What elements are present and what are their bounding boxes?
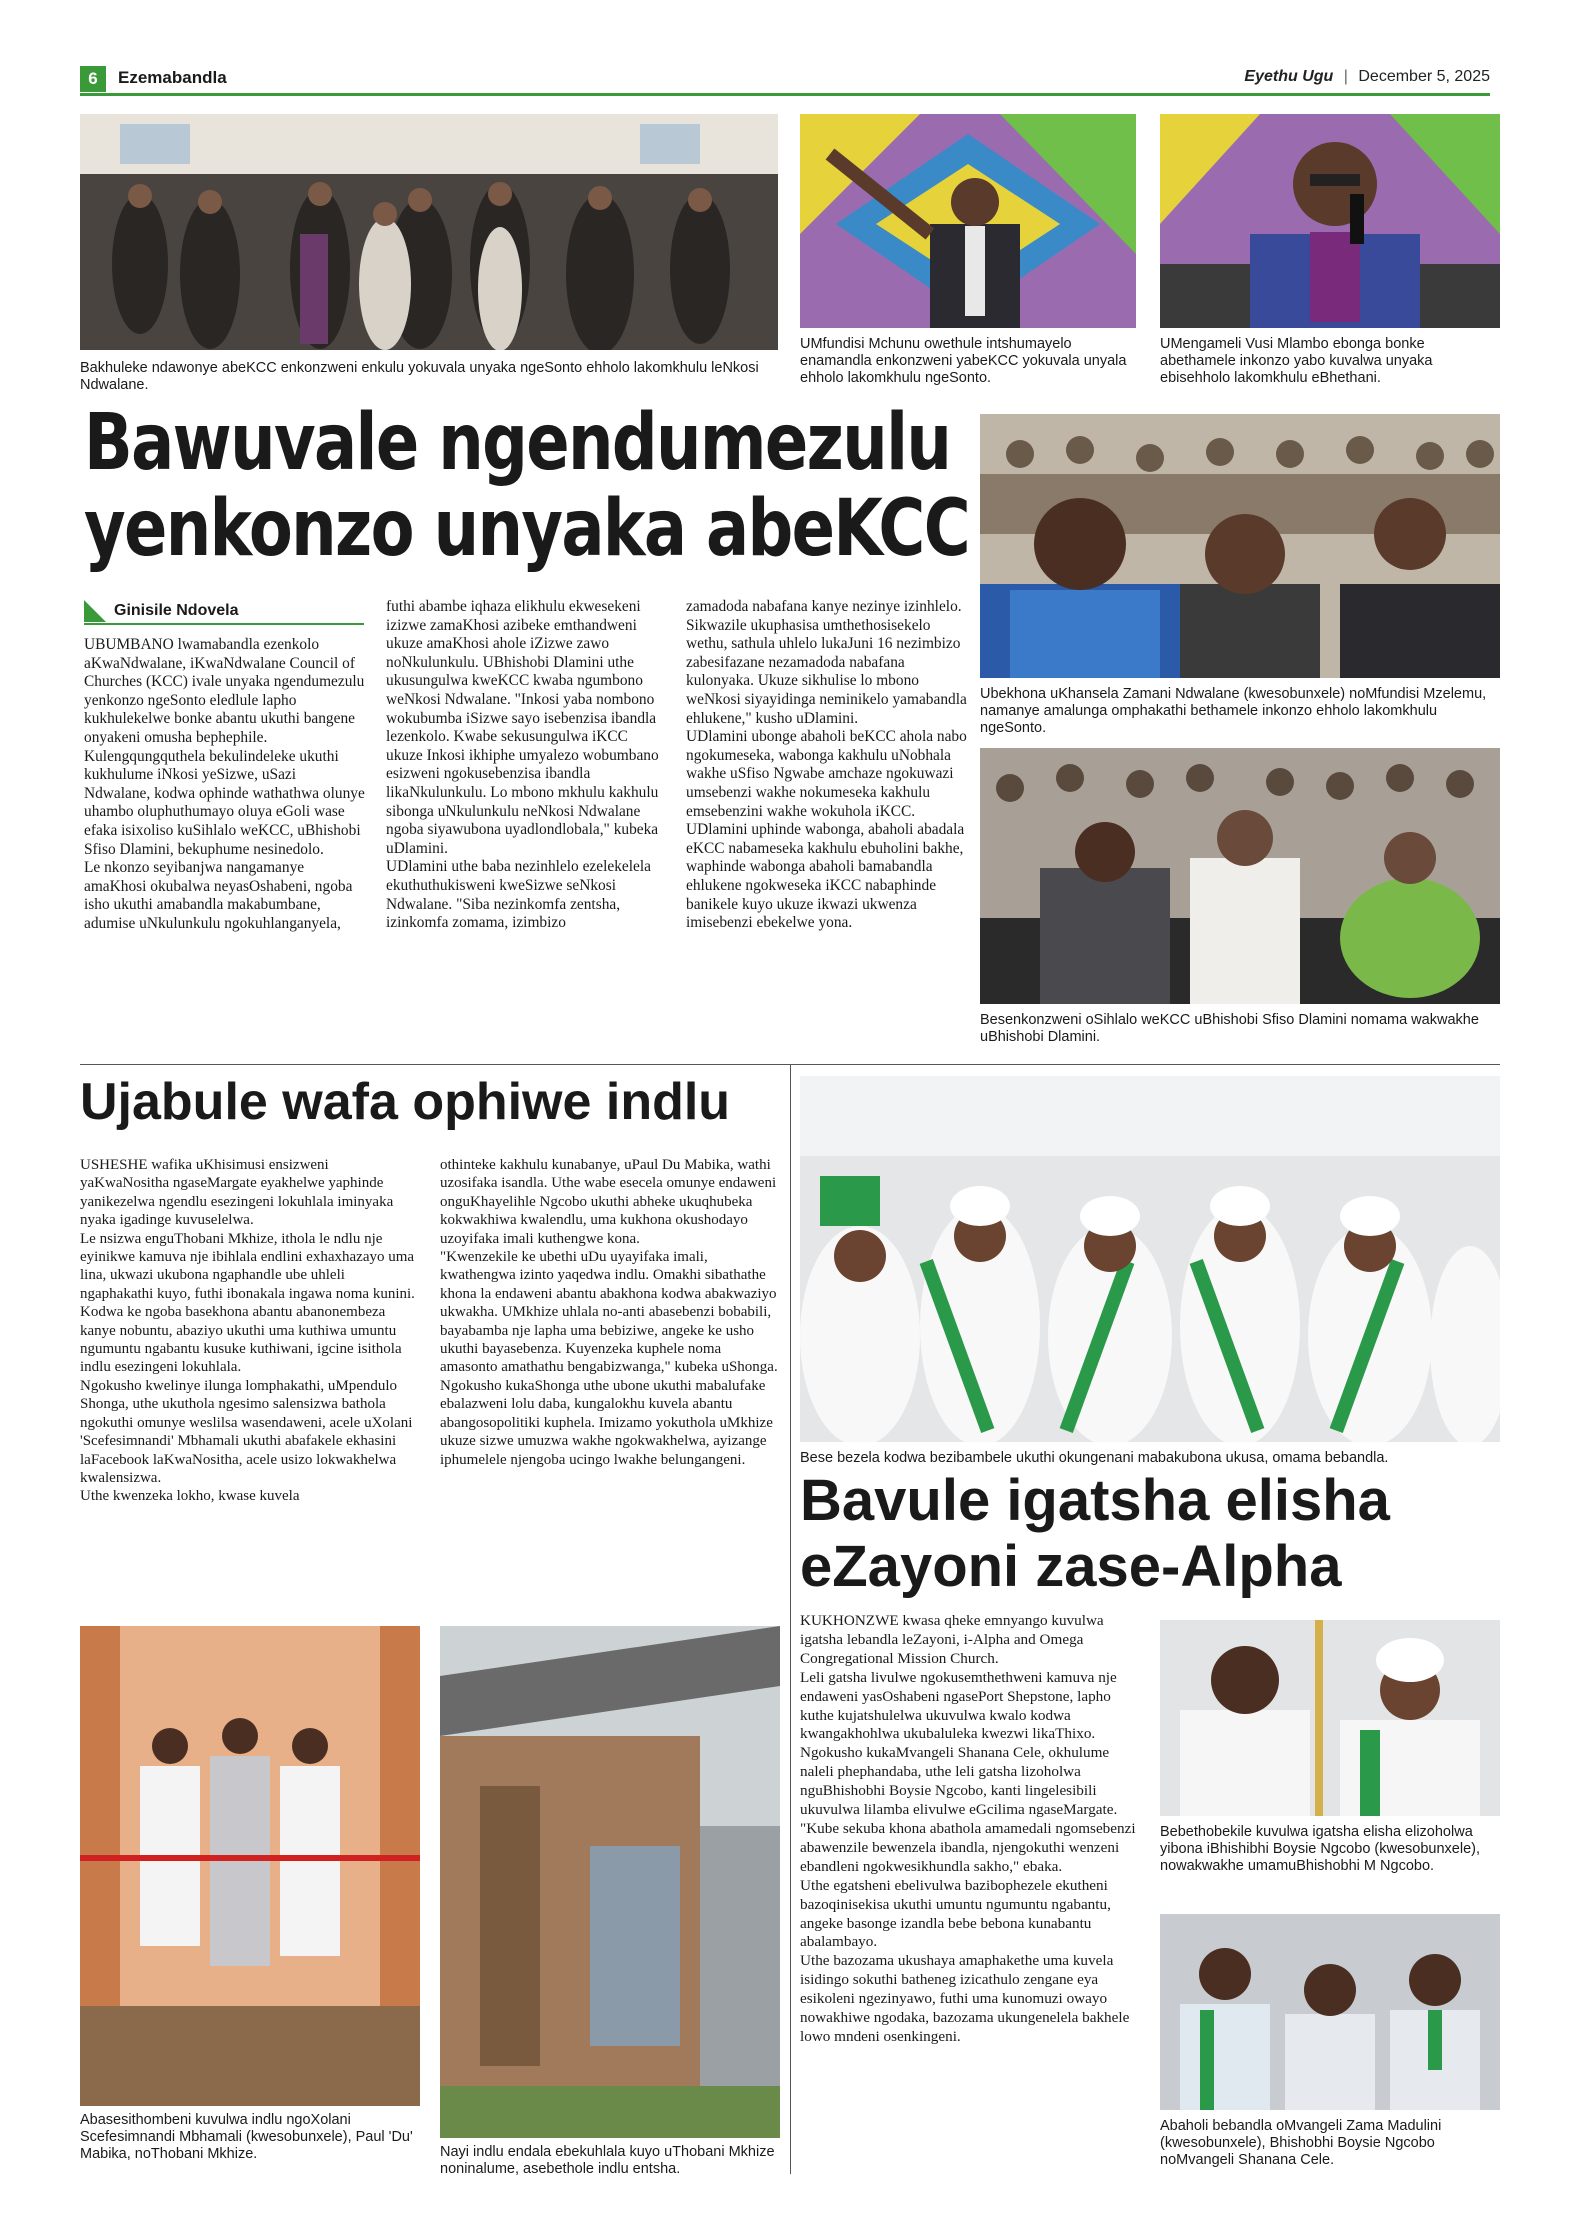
article-column: futhi abambe iqhaza elikhulu ekwesekeni izizwe zamaKhosi azibeke emthandweni ukuze amaKhosi ahole iZizwe zawo noNkulunkulu. UBhishobi Dlamini uthe ukusungulwa kweKCC kwaba ngumbono weNkosi Ndwalane. "Inkosi yaba nombono wokubumba iSizwe sayo isebenzisa ibandla lezenkolo. Kwabe sekusungulwa iKCC ukuze Inkosi ikhiphe umyalezo wobumbano esizweni ngokusebenzisa ibandla likaNkulunkulu. Lo mbono mkhulu kakhulu sibonga uNkulunkulu neNkosi Ndwalane ngoba siyawubona uyadlondlobala," kubeka uDlamini. UDlamini uthe baba nezinhlelo ezelekelela ekuthuthukisweni kweSizwe seNkosi Ndwalane. "Siba nezinkomfa zentsha, izinkomfa zomama, izimbizo	[386, 598, 659, 932]
page-header	[80, 66, 1490, 94]
photo-old-house	[440, 1626, 780, 2138]
women-congregation-image	[800, 1076, 1500, 1442]
photo-house-opening	[80, 1626, 420, 2106]
photo-caption: UMfundisi Mchunu owethule intshumayelo enamandla enkonzweni yabeKCC yokuvala unyala ehholo lakomkhulu ngeSonto.	[800, 336, 1127, 386]
house-opening-image	[80, 1626, 420, 2106]
issue-date: December 5, 2025	[1358, 68, 1490, 85]
masthead-info	[1244, 68, 1490, 86]
article-headline	[84, 398, 984, 576]
article-column: othinteke kakhulu kunabanye, uPaul Du Mabika, wathi uzosifaka isandla. Uthe wabe esecela omunye endaweni onguKhayelihle Ngcobo ukuthi abheke ukuqhubeka kokwakhiwa kwalendlu, uma kukhona okushodayo uzoyifaka imali kuthengwe kona. "Kwenzekile ke ubethi uDu uyayifaka imali, kwathengwa izinto yaqedwa indlu. Omakhi sibathathe khona la endaweni abantu abakhona kodwa abakwaziyo ukwakha. UMkhize uhlala no-anti abasebenzi bobabili, bayabamba nje lapha uma bebiziwe, angeke ke usho ukuthi bayasebenza. Kuyenzeka kuphele noma amasonto amathathu bengabizwanga," kubeka uShonga. Ngokusho kukaShonga uthe ubone ukuthi mabalufake ebalazweni lolu daba, kungalokhu kuvela abantu abangosopolitiki kuphela. Imizamo yokuthola uMkhize ukuze sizwe umuzwa wakhe ngokwakhelwa, ayizange iphumelele njengoba ucingo lwakhe belungangeni.	[440, 1157, 778, 1468]
photo-caption: Ubekhona uKhansela Zamani Ndwalane (kwesobunxele) noMfundisi Mzelemu, namanye amalunga omphakathi bethamele inkonzo ehholo lakomkhulu ngeSonto.	[980, 686, 1487, 736]
article-column: zamadoda nabafana kanye nezinye izinhlelo. Sikwazile ukuphasisa umthethosisekelo wethu, sathula uhlelo lukaJuni 16 nezimbizo zabesifazane nezamadoda nabafana kulonyaka. Ukuze sikhulise lo mbono weNkosi siyayidinga neminikelo yamabandla ehlukene," kusho uDlamini. UDlamini ubonge abaholi beKCC ahola nabo ngokumeseka, wabonga kakhulu uNobhala wakhe uSfiso Ngwabe amchaze ngokuwazi umsebenzi wakhe nokumeseka kakhulu emsebenzini wakhe wokuhola iKCC. UDlamini uphinde wabonga, abaholi abadala eKCC nabameseka kakhulu ebuholini bakhe, waphinde wabonga abaholi bamabandla ehlukene ngokweseka iKCC nabaphinde banikele kuyo ukuze ikwazi ukwenza imisebenzi ebekelwe yona.	[686, 598, 967, 932]
photo-caption: Bese bezela kodwa bezibambele ukuthi okungenani mabakubona ukusa, omama bebandla.	[800, 1450, 1389, 1466]
photo-caption: Bakhuleke ndawonye abeKCC enkonzweni enkulu yokuvala unyaka ngeSonto ehholo lakomkhulu leNkosi Ndwalane.	[80, 360, 759, 393]
old-house-image	[440, 1626, 780, 2138]
chairperson-image	[980, 748, 1500, 1004]
photo-president	[1160, 114, 1500, 328]
article-column: UBUMBANO lwamabandla ezenkolo aKwaNdwalane, iKwaNdwalane Council of Churches (KCC) ivale unyaka ngendumezulu yenkonzo ngeSonto eledlule lapho kukhulekelwe bonke abantu ukuthi bangene onyakeni omusha bephephile. Kulengqungquthela bekulindeleke ukuthi kukhulume iNkosi yeSizwe, uSazi Ndwalane, kodwa ophinde wathathwa olunye uhambo oluphuthumayo oluya eGoli wase efaka isixoliso kuSihlalo weKCC, uBhishobi Sfiso Dlamini, bekuphume nesinedolo. Le nkonzo seyibanjwa nangamanye amaKhosi okubalwa neyasOshabeni, ngoba isho ukuthi amabandla makabumbane, adumise uNkulunkulu ngokuhlanganyela,	[84, 636, 365, 932]
header-rule	[80, 93, 1490, 96]
byline	[84, 600, 364, 624]
photo-women-congregation	[800, 1076, 1500, 1442]
headline-line: Bavule igatsha elisha	[800, 1468, 1390, 1533]
photo-caption: Besenkonzweni oSihlalo weKCC uBhishobi Sfiso Dlamini nomama wakwakhe uBhishobi Dlamini.	[980, 1012, 1479, 1045]
article-column: KUKHONZWE kwasa qheke emnyango kuvulwa igatsha lebandla leZayoni, i-Alpha and Omega Congregational Mission Church. Leli gatsha livulwe ngokusemthethweni kamuva nje endaweni yasOshabeni ngasePort Shepstone, lapho kuthe kujatshulelwa ukuvulwa kwalo kodwa kwangakhohlwa ukubaluleka kwezwi likaThixo. Ngokusho kukaMvangeli Shanana Cele, okhulume naleli phephandaba, uthe leli gatsha lizoholwa nguBhishobhi Boysie Ngcobo, kanti lingelesibili ukuvulwa lilamba elivulwe eGcilima ngaseMargate. "Kube sekuba khona abathola amamedali ngomsebenzi abawenzile bewenzela ibandla, njengokuthi wenzeni ebandleni ngokwesikhundla sakho," ebaka. Uthe egatsheni ebelivulwa bazibophezele ekutheni bazoqinisekisa ukuthi umuntu ngumuntu ngabantu, angeke basonge izandla bebe bebona kunabantu abalambayo. Uthe bazozama ukushaya amaphakethe uma kuvela isidingo sokuthi batheneg izicathulo zengane eya esikoleni ngezinyawo, futhi uma kunomuzi owayo nowakhiwe ngodaka, bazozama ukungenelela bakhele lowo mndeni osenkingeni.	[800, 1612, 1136, 2045]
byline-author: Ginisile Ndovela	[114, 602, 239, 619]
councillor-image	[980, 414, 1500, 678]
section-name: Ezemabandla	[118, 68, 227, 87]
article-headline	[800, 1468, 1500, 1604]
page-number: 6	[80, 66, 106, 92]
photo-councillor	[980, 414, 1500, 678]
congregation-image	[80, 114, 778, 350]
photo-preacher	[800, 114, 1136, 328]
photo-caption: Nayi indlu endala ebekuhlala kuyo uThobani Mkhize noninalume, asebethole indlu entsha.	[440, 2144, 775, 2177]
photo-congregation	[80, 114, 778, 350]
photo-caption: UMengameli Vusi Mlambo ebonga bonke abethamele inkonzo yabo kuvalwa unyaka ebisehholo lakomkhulu eBhethani.	[1160, 336, 1433, 386]
header-separator: |	[1343, 68, 1348, 85]
photo-caption: Bebethobekile kuvulwa igatsha elisha elizoholwa yibona iBhishibhi Boysie Ngcobo (kwesobunxele), nowakwakhe umamuBhishobhi M Ngcobo.	[1160, 1824, 1480, 1874]
byline-rule	[84, 623, 364, 625]
headline-line: Bawuvale ngendumezulu	[84, 398, 951, 488]
article-headline: Ujabule wafa ophiwe indlu	[80, 1073, 731, 1131]
photo-caption: Abasesithombeni kuvulwa indlu ngoXolani Scefesimnandi Mbhamali (kwesobunxele), Paul 'Du' Mabika, noThobani Mkhize.	[80, 2112, 413, 2162]
photo-bishop-couple	[1160, 1620, 1500, 1816]
photo-chairperson	[980, 748, 1500, 1004]
byline-marker	[84, 600, 106, 622]
headline-line: yenkonzo unyaka abeKCC	[84, 484, 970, 574]
bishop-couple-image	[1160, 1620, 1500, 1816]
column-divider	[790, 1064, 791, 2174]
photo-caption: Abaholi bebandla oMvangeli Zama Madulini (kwesobunxele), Bhishobhi Boysie Ngcobo noMvangeli Shanana Cele.	[1160, 2118, 1442, 2168]
publication-name: Eyethu Ugu	[1244, 68, 1334, 85]
preacher-image	[800, 114, 1136, 328]
church-leaders-image	[1160, 1914, 1500, 2110]
headline-line: eZayoni zase-Alpha	[800, 1534, 1342, 1599]
president-image	[1160, 114, 1500, 328]
article-column: USHESHE wafika uKhisimusi ensizweni yaKwaNositha ngaseMargate eyakhelwe yaphinde yanikezelwa ngendlu esezingeni lokuhlala iminyaka nyaka igadinge kuvuselelwa. Le nsizwa enguThobani Mkhize, ithola le ndlu nje eyinikwe kamuva nje ibihlala endlini exhaxhazayo uma lina, ukwazi ukubona ngaphandle ube uhleli ngaphakathi kuyo, futhi ibonakala ingawa noma kunini. Kodwa ke ngoba basekhona abantu abanonembeza kanye nobuntu, abaziyo ukuthi uma kuthiwa umuntu ngumuntu ngabantu kusuke kuthiwani, igcine isithola indlu esezingeni lokuhlala. Ngokusho kwelinye ilunga lomphakathi, uMpendulo Shonga, uthe ukuthola ngesimo salensizwa bathola ngokuthi omunye weslilsa wasendaweni, acele uXolani 'Scefesimnandi' Mbhamali ukuthi abafakele ekhasini laFacebook laKwaNositha, acele usizo lokwakhelwa kwalensizwa. Uthe kwenzeka lokho, kwase kuvela	[80, 1157, 415, 1505]
photo-church-leaders	[1160, 1914, 1500, 2110]
